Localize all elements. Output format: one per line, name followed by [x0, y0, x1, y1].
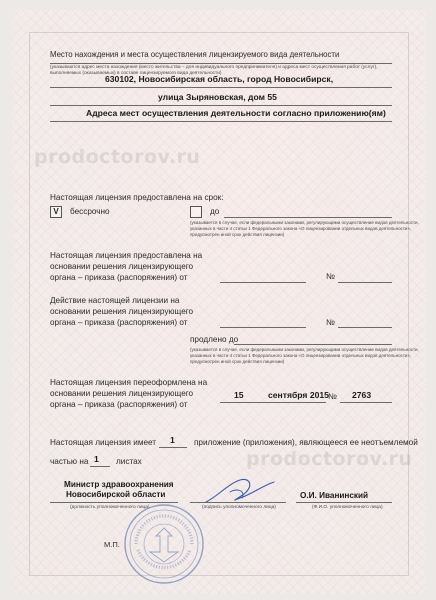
divider	[224, 217, 392, 218]
extension-note: указанных в части 4 статьи 1 Федерального закона «О лицензировании отдельных видов деятельности»,	[190, 353, 412, 358]
license-sheet	[12, 10, 426, 594]
watermark: prodoctorov.ru	[34, 146, 201, 168]
extension-note: (указывается в случае, если федеральными законами, регулирующими осуществление видов деятельности,	[190, 347, 419, 352]
location-note: выполняемых (оказываемых) в составе лицензируемого вида деятельности)	[50, 71, 222, 76]
term-note: (указывается в случае, если федеральными законами, регулирующими осуществление видов деятельности,	[190, 220, 419, 225]
annex-text: Настоящая лицензия имеет	[50, 438, 157, 447]
reissue-text: Настоящая лицензия переоформлена на	[50, 378, 208, 387]
unlimited-checkbox: V	[50, 206, 62, 218]
divider	[50, 87, 392, 88]
extension-note: предусмотрен иной срок действия лицензии)	[190, 359, 285, 364]
part-text: частью на	[50, 457, 89, 466]
number-sign: №	[326, 318, 335, 327]
divider	[90, 466, 110, 467]
divider	[296, 502, 392, 503]
until-checkbox	[190, 206, 202, 218]
divider	[50, 63, 392, 64]
signer-position: Министр здравоохранения	[64, 480, 174, 489]
caption-name: (Ф.И.О. уполномоченного лица)	[312, 505, 383, 510]
divider	[338, 282, 392, 283]
reissue-day: 15	[234, 390, 244, 400]
annex-count: 1	[170, 435, 175, 445]
basis-text: органа – приказа (распоряжения) от	[50, 273, 188, 282]
divider	[220, 402, 326, 403]
address-line: Адреса мест осуществления деятельности согласно приложению(ям)	[86, 108, 386, 118]
signer-name: О.И. Иванинский	[300, 491, 369, 500]
watermark: prodoctorov.ru	[246, 448, 413, 470]
divider	[234, 344, 392, 345]
address-line: улица Зыряновская, дом 55	[158, 92, 277, 102]
divider	[50, 105, 392, 106]
handwritten-signature	[200, 472, 280, 512]
official-seal-stamp	[122, 502, 206, 586]
reissue-number: 2763	[352, 390, 372, 400]
divider	[338, 327, 392, 328]
location-note: (указываются адрес места нахождения (место жительства – для индивидуального предпринимателя) и адреса мест осуществления работ (услуг),	[50, 65, 378, 70]
signer-position: Новосибирской области	[66, 490, 166, 499]
reissue-month-year: сентября 2015	[268, 390, 329, 400]
address-line: 630102, Новосибирская область, город Новосибирск,	[105, 74, 334, 84]
divider	[50, 121, 392, 122]
basis-text: основании решения лицензирующего	[50, 262, 194, 271]
term-note: предусмотрен иной срок действия лицензии)	[190, 232, 285, 237]
number-sign: №	[326, 272, 335, 281]
divider	[159, 447, 187, 448]
divider	[220, 327, 306, 328]
caption-position: (должность уполномоченного лица)	[70, 505, 150, 510]
action-text: органа – приказа (распоряжения) от	[50, 318, 188, 327]
basis-text: Настоящая лицензия предоставлена на	[50, 251, 203, 260]
action-text: Действие настоящей лицензии на	[50, 296, 180, 305]
reissue-text: основании решения лицензирующего	[50, 389, 194, 398]
extended-until-label: продлено до	[190, 335, 239, 344]
term-unlimited-label: бессрочно	[70, 207, 110, 216]
number-sign: №	[328, 392, 337, 401]
location-header: Место нахождения и места осуществления лицензируемого вида деятельности	[50, 50, 340, 59]
sheets-count: 1	[94, 454, 99, 464]
term-label: Настоящая лицензия предоставлена на срок:	[50, 193, 224, 202]
divider	[340, 402, 392, 403]
stamp-place-label: М.П.	[104, 540, 120, 549]
reissue-text: органа – приказа (распоряжения) от	[50, 400, 188, 409]
part-text: листах	[116, 457, 142, 466]
term-until-label: до	[210, 207, 220, 216]
caption-signature: (подпись уполномоченного лица)	[202, 505, 276, 510]
term-note: указанных в части 4 статьи 1 Федерального закона «О лицензировании отдельных видов деятельности»,	[190, 226, 412, 231]
divider	[220, 282, 306, 283]
action-text: основании решения лицензирующего	[50, 307, 194, 316]
annex-text: приложение (приложения), являющееся ее неотъемлемой	[194, 438, 418, 447]
